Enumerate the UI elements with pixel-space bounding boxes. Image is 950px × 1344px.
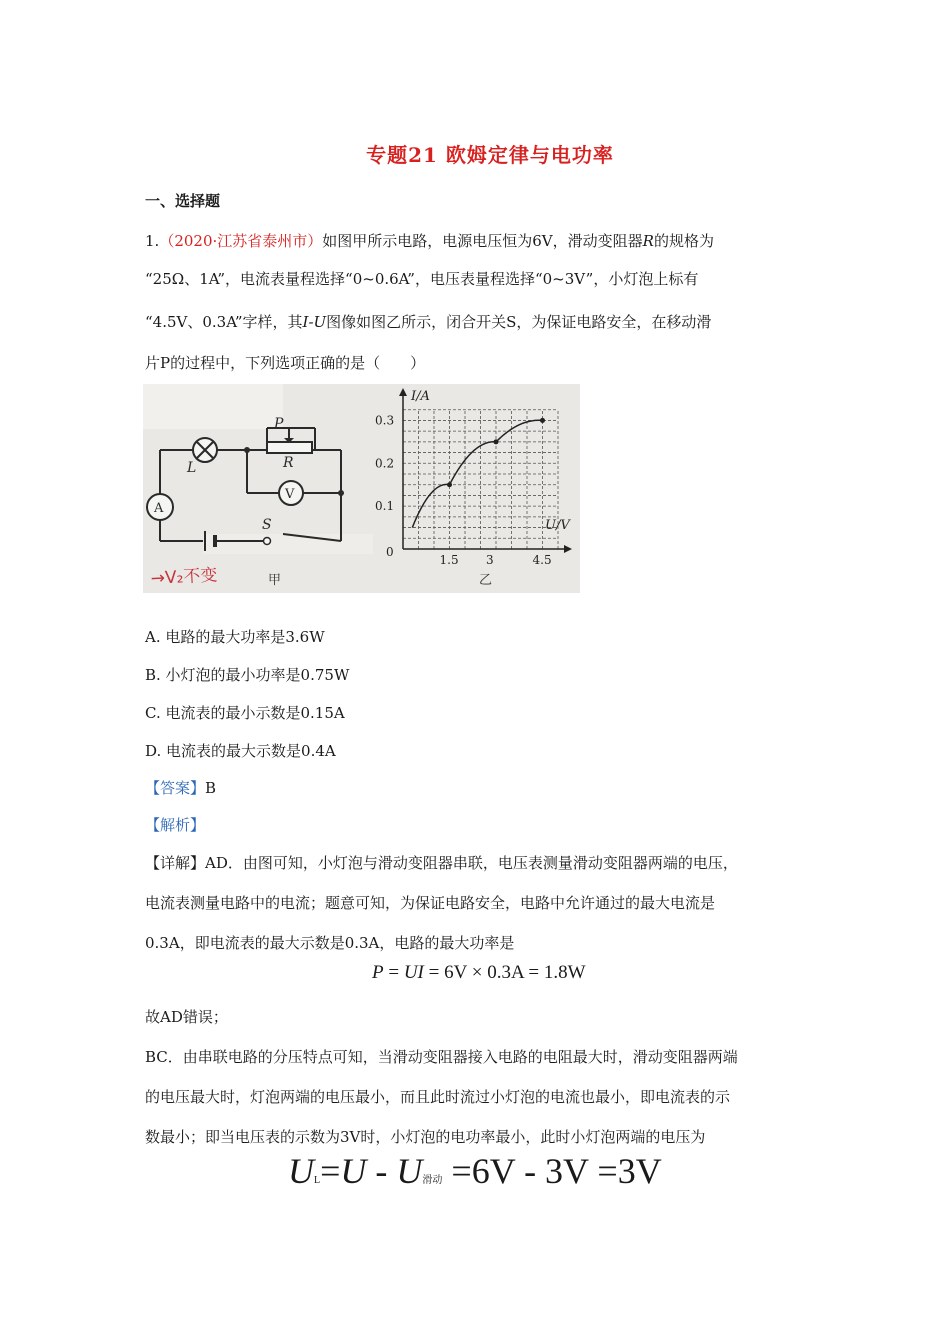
label-p: P <box>274 416 284 432</box>
question-line-3: “4.5V、0.3A”字样，其I-U图像如图乙所示，闭合开关S，为保证电路安全，在移动滑 <box>145 313 712 331</box>
data-point <box>494 439 499 444</box>
x-axis-label: U/V <box>545 518 570 533</box>
bc-line-3: 数最小；即当电压表的示数为3V时，小灯泡的电功率最小，此时小灯泡两端的电压为 <box>145 1128 706 1146</box>
question-line-1: 1.（2020·江苏省泰州市）如图甲所示电路，电源电压恒为6V，滑动变阻器R的规格为 <box>145 232 714 250</box>
figure-svg <box>143 384 580 593</box>
detail-line-3: 0.3A，即电流表的最大示数是0.3A，电路的最大功率是 <box>145 934 515 952</box>
data-point <box>447 482 452 487</box>
y-tick-label: 0.2 <box>375 456 395 471</box>
x-tick-label: 3 <box>486 553 494 567</box>
question-line-4: 片P的过程中，下列选项正确的是（ ） <box>145 354 426 372</box>
label-ammeter: A <box>154 501 164 516</box>
data-point <box>540 418 545 423</box>
answer-value: B <box>205 779 217 797</box>
analysis-tag: 【解析】 <box>145 816 206 834</box>
y-tick-label: 0.1 <box>375 499 395 514</box>
origin-label: 0 <box>386 545 394 559</box>
handwritten-note: →V₂不变 <box>150 565 218 589</box>
detail-line-1: 【详解】AD．由图可知，小灯泡与滑动变阻器串联，电压表测量滑动变阻器两端的电压， <box>145 854 738 872</box>
bc-line-2: 的电压最大时，灯泡两端的电压最小，而且此时流过小灯泡的电流也最小，即电流表的示 <box>145 1088 731 1106</box>
detail-tag: 【详解】 <box>145 854 206 872</box>
y-axis-label: I/A <box>411 389 430 404</box>
graph-caption: 乙 <box>479 573 493 588</box>
answer-tag: 【答案】 <box>145 779 206 797</box>
question-source: （2020·江苏省泰州市） <box>159 232 323 250</box>
x-tick-label: 1.5 <box>439 553 459 567</box>
question-line-2: “25Ω、1A”，电流表量程选择“0~0.6A”，电压表量程选择“0~3V”，小灯泡上标有 <box>145 270 699 288</box>
option-b: B. 小灯泡的最小功率是0.75W <box>145 666 350 684</box>
label-s: S <box>262 517 272 533</box>
option-d: D. 电流表的最大示数是0.4A <box>145 742 336 760</box>
label-voltmeter: V <box>285 487 295 502</box>
page-title: 专题21 欧姆定律与电功率 <box>366 143 614 167</box>
label-l: L <box>187 460 197 476</box>
bc-line-1: BC．由串联电路的分压特点可知，当滑动变阻器接入电路的电阻最大时，滑动变阻器两端 <box>145 1048 738 1066</box>
label-r: R <box>283 455 294 471</box>
detail-line-2: 电流表测量电路中的电流；题意可知，为保证电路安全，电路中允许通过的最大电流是 <box>145 894 716 912</box>
option-c: C. 电流表的最小示数是0.15A <box>145 704 345 722</box>
circuit-caption: 甲 <box>268 573 282 588</box>
section-heading: 一、选择题 <box>145 192 221 210</box>
equation-power: P = UI = 6V × 0.3A = 1.8W <box>372 962 586 983</box>
ad-conclusion: 故AD错误； <box>145 1008 228 1026</box>
question-figure <box>143 384 580 593</box>
x-tick-label: 4.5 <box>532 553 552 567</box>
question-number: 1. <box>145 232 160 250</box>
answer-line <box>145 777 216 798</box>
option-a: A. 电路的最大功率是3.6W <box>145 628 325 646</box>
y-tick-label: 0.3 <box>375 413 395 428</box>
equation-voltage: UL=U - U滑动 =6V - 3V =3V <box>288 1151 662 1191</box>
